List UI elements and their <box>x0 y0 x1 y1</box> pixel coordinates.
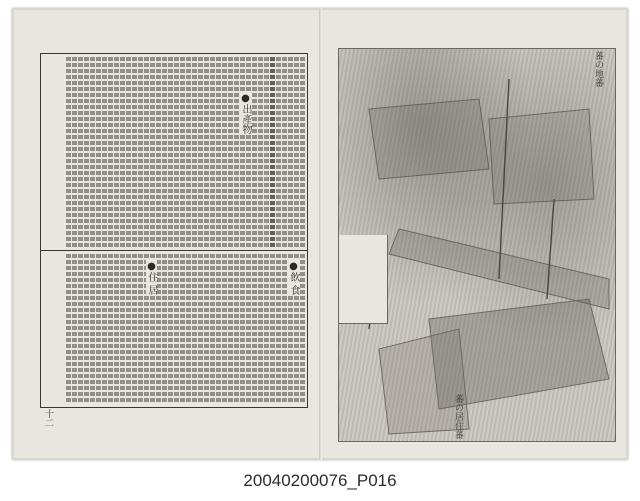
lower-text-block <box>43 254 305 404</box>
upper-text-block <box>43 57 305 247</box>
heading-dwelling: ●住 居 <box>146 261 157 296</box>
section-divider <box>41 250 307 251</box>
page-number: 十二 <box>43 409 53 427</box>
text-inset <box>339 235 388 324</box>
archive-id-label: 20040200076_P016 <box>243 471 397 490</box>
left-page <box>14 10 320 458</box>
heading-food: ●飲 食 <box>288 261 299 296</box>
dwelling-illustration <box>338 48 616 442</box>
caption-top: 蕃の地蕃 <box>593 51 603 87</box>
book-spread <box>12 8 628 460</box>
heading-products: ●出產物 <box>240 93 251 134</box>
right-page <box>322 10 626 458</box>
caption-bottom: 蕃の居住蕃 <box>453 394 463 439</box>
text-frame <box>40 53 308 408</box>
